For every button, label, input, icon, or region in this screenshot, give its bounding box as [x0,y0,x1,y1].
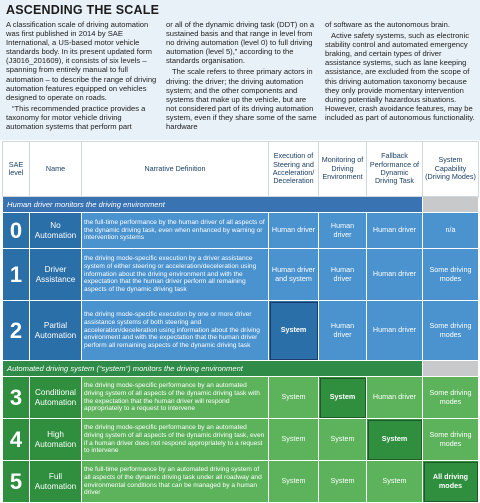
level-name: Full Automation [30,461,82,503]
header-level: SAE level [3,142,30,197]
section-row-human [3,197,479,213]
cell-monitoring: Human driver [319,301,367,361]
section-label-human: Human driver monitors the driving environment [3,197,423,213]
level-definition: the full-time performance by an automated driving system of all aspects of the dynamic driving task under all roadway and environmental conditions that can be managed by a human driver [82,461,269,503]
section-spacer [423,197,479,213]
table-row-level-1 [3,249,479,301]
cell-fallback: Human driver [367,377,423,419]
table-row-level-5 [3,461,479,503]
level-definition: the full-time performance by the human driver of all aspects of the dynamic driving task, even when enhanced by warning or intervention systems [82,213,269,249]
intro-column-1 [6,20,158,133]
cell-fallback: Human driver [367,249,423,301]
cell-execution: System [269,419,319,461]
level-definition: the driving mode-specific performance by an automated driving system of all aspects of the dynamic driving task, even if a human driver does not respond appropriately to a request to intervene [82,419,269,461]
cell-capability: Some driving modes [423,249,479,301]
table-row-level-4 [3,419,479,461]
level-definition: the driving mode-specific execution by a driver assistance system of either steering or acceleration/deceleration using information about the driving environment and with the expectation that the human driver perform all remaining aspects of the dynamic driving task [82,249,269,301]
cell-execution: System [269,377,319,419]
intro-paragraph: The scale refers to three primary actors in driving: the driver; the driving automation system; and the other components and systems that make up the vehicle, but are not considered part of its driving automation system, even if they share some of the same hardware [166,67,317,132]
cell-capability: Some driving modes [423,301,479,361]
intro-column-2 [166,20,318,133]
cell-fallback: Human driver [367,213,423,249]
level-name: Driver Assistance [30,249,82,301]
level-definition: the driving mode-specific performance by an automated driving system of all aspects of the dynamic driving task with the expectation that the human driver will respond appropriately to a request to intervene [82,377,269,419]
level-number: 3 [3,377,30,419]
cell-fallback: System [367,419,423,461]
header-monitoring: Monitoring of Driving Environment [319,142,367,197]
intro-panel [0,0,480,140]
table-row-level-3 [3,377,479,419]
section-label-system: Automated driving system (“system”) monitors the driving environment [3,361,423,377]
level-definition: the driving mode-specific execution by one or more driver assistance systems of both steering and acceleration/deceleration using information about the driving environment and with the expectation that the human driver perform all remaining aspects of the dynamic driving task [82,301,269,361]
header-capability: System Capability (Driving Modes) [423,142,479,197]
header-execution: Execution of Steering and Acceleration/ Deceleration [269,142,319,197]
intro-paragraph: of software as the autonomous brain. [325,20,450,29]
sae-levels-table [2,141,479,503]
cell-execution: Human driver [269,213,319,249]
level-name: Partial Automation [30,301,82,361]
level-number: 2 [3,301,30,361]
cell-execution: Human driver and system [269,249,319,301]
level-name: No Automation [30,213,82,249]
header-fallback: Fallback Performance of Dynamic Driving Task [367,142,423,197]
level-number: 0 [3,213,30,249]
cell-fallback: Human driver [367,301,423,361]
cell-monitoring: Human driver [319,213,367,249]
level-name: High Automation [30,419,82,461]
table-row-level-0 [3,213,479,249]
cell-capability: All driving modes [423,461,479,503]
table-header-row [3,142,479,197]
cell-execution: System [269,301,319,361]
cell-monitoring: System [319,419,367,461]
cell-monitoring: System [319,377,367,419]
intro-paragraph: “This recommended practice provides a taxonomy for motor vehicle driving automation systems that perform part [6,103,146,132]
level-name: Conditional Automation [30,377,82,419]
intro-paragraph: Active safety systems, such as electronic stability control and automated emergency braking, and certain types of driver assistance systems, such as lane keeping assistance, are excluded from the scope of this driving automation taxonomy because they only provide momentary intervention during potentially hazardous situations. However, crash avoidance features, may be included as part of autonomous functionality. [325,31,475,122]
level-number: 4 [3,419,30,461]
level-number: 5 [3,461,30,503]
header-name: Name [30,142,82,197]
intro-paragraph: A classification scale of driving automation was first published in 2014 by SAE International, a US-based motor vehicle standards body. In its present updated form (J3016_201609), it consists of six levels – spanning from entirely manual to full automation – to describe the range of driving automation features equipped on vehicles designed to operate on roads. [6,20,157,102]
section-spacer [423,361,479,377]
header-definition: Narrative Definition [82,142,269,197]
level-number: 1 [3,249,30,301]
cell-capability: Some driving modes [423,419,479,461]
intro-column-3 [325,20,477,124]
cell-capability: Some driving modes [423,377,479,419]
section-row-system [3,361,479,377]
page-title: ASCENDING THE SCALE [6,3,160,17]
table-row-level-2 [3,301,479,361]
cell-monitoring: System [319,461,367,503]
cell-capability: n/a [423,213,479,249]
intro-paragraph: or all of the dynamic driving task (DDT) on a sustained basis and that range in level from no driving automation (level 0) to full driving automation (level 5),” according to the standards organisation. [166,20,315,66]
cell-monitoring: Human driver [319,249,367,301]
cell-fallback: System [367,461,423,503]
cell-execution: System [269,461,319,503]
